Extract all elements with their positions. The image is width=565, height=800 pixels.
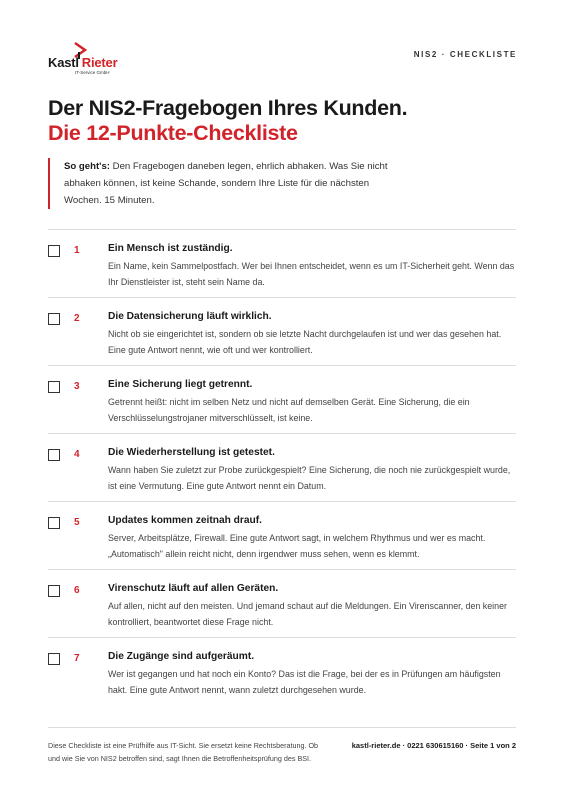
item-number: 2: [74, 313, 80, 324]
item-number: 6: [74, 585, 80, 596]
intro-callout: [48, 158, 394, 209]
item-title: Die Zugänge sind aufgeräumt.: [108, 651, 255, 662]
checklist-item-3: [48, 366, 516, 434]
footer-contact: kastl-rieter.de · 0221 630615160 · Seite 1 von 2: [351, 741, 516, 750]
title-line-2: Die 12-Punkte-Checkliste: [48, 121, 298, 145]
item-description: Getrennt heißt: nicht im selben Netz und nicht auf demselben Gerät. Eine Sicherung, die ein Verschlüsselungstrojaner mitverschlüsselt, ist keine.: [108, 397, 470, 423]
checklist-item-6: [48, 570, 516, 638]
checkbox-item-4[interactable]: [48, 449, 60, 461]
item-description: Wer ist gegangen und hat noch ein Konto? Das ist die Frage, bei der es in Prüfungen am häufigsten hakt. Eine gute Antwort nennt, wann zuletzt durchgesehen wurde.: [108, 669, 501, 695]
logo-wordmark: [48, 55, 117, 70]
intro-label: So geht's:: [64, 161, 110, 172]
item-title: Die Datensicherung läuft wirklich.: [108, 311, 272, 322]
intro-text: Den Fragebogen daneben legen, ehrlich abhaken. Was Sie nicht abhaken können, ist keine Schande, sondern Ihre Liste für die nächsten Wochen. 15 Minuten.: [64, 161, 388, 206]
checkbox-item-6[interactable]: [48, 585, 60, 597]
logo-name-rieter: Rieter: [81, 55, 118, 70]
item-number: 3: [74, 381, 80, 392]
checklist-item-2: [48, 298, 516, 366]
item-description: Wann haben Sie zuletzt zur Probe zurückgespielt? Eine Sicherung, die noch nie zurückgespielt wurde, ist eine Vermutung. Eine gute Antwort nennt ein Datum.: [108, 465, 511, 491]
title-line-1: Der NIS2-Fragebogen Ihres Kunden.: [48, 96, 408, 120]
company-logo: [48, 42, 138, 76]
item-description: Server, Arbeitsplätze, Firewall. Eine gute Antwort sagt, in welchem Rhythmus und wer es macht. „Automatisch" allein reicht nicht, denn irgendwer muss sehen, wenn es klemmt.: [108, 533, 486, 559]
item-number: 7: [74, 653, 80, 664]
checklist-item-7: [48, 638, 516, 705]
footer-disclaimer: Diese Checkliste ist eine Prüfhilfe aus IT-Sicht. Sie ersetzt keine Rechtsberatung. Ob und wie Sie von NIS2 betroffen sind, sagt Ihnen die Betroffenheitsprüfung des BSI.: [48, 741, 319, 763]
logo-name-kastl: Kastl: [48, 55, 79, 70]
item-title: Ein Mensch ist zuständig.: [108, 243, 233, 254]
checkbox-item-2[interactable]: [48, 313, 60, 325]
item-description: Auf allen, nicht auf den meisten. Und jemand schaut auf die Meldungen. Ein Virenscanner, den keiner kontrolliert, beantwortet diese Frage nicht.: [108, 601, 507, 627]
item-description: Ein Name, kein Sammelpostfach. Wer bei Ihnen entscheidet, wenn es um IT-Sicherheit geht. Wenn das Ihr Dienstleister ist, steht sein Name da.: [108, 261, 515, 287]
item-number: 5: [74, 517, 80, 528]
header-label: NIS2 · CHECKLISTE: [413, 50, 517, 59]
checklist-item-4: [48, 434, 516, 502]
item-number: 1: [74, 245, 80, 256]
item-description: Nicht ob sie eingerichtet ist, sondern ob sie letzte Nacht durchgelaufen ist und wer das gesehen hat. Eine gute Antwort nennt, wie oft und wer kontrolliert.: [108, 329, 502, 355]
checkbox-item-5[interactable]: [48, 517, 60, 529]
item-title: Updates kommen zeitnah drauf.: [108, 515, 262, 526]
checklist: [48, 229, 516, 705]
checklist-item-1: [48, 230, 516, 298]
checkbox-item-3[interactable]: [48, 381, 60, 393]
checkbox-item-7[interactable]: [48, 653, 60, 665]
checklist-item-5: [48, 502, 516, 570]
item-title: Virenschutz läuft auf allen Geräten.: [108, 583, 279, 594]
checkbox-item-1[interactable]: [48, 245, 60, 257]
item-title: Eine Sicherung liegt getrennt.: [108, 379, 253, 390]
page-title: [48, 96, 528, 146]
item-title: Die Wiederherstellung ist getestet.: [108, 447, 275, 458]
item-number: 4: [74, 449, 80, 460]
logo-subtitle: IT-Service GmbH: [75, 70, 110, 75]
page-footer: [48, 727, 516, 763]
